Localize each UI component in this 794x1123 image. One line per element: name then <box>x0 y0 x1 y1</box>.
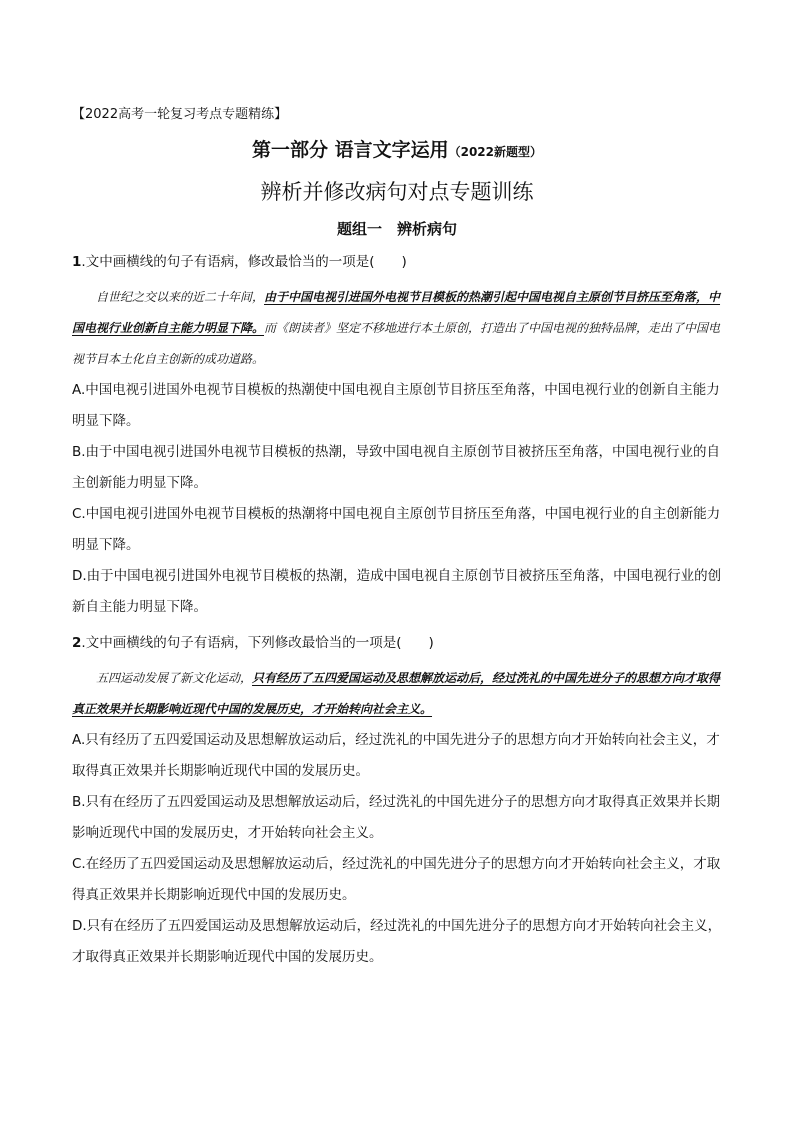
option-a: A.只有经历了五四爱国运动及思想解放运动后，经过洗礼的中国先进分子的思想方向才开始转向社会主义，才取得真正效果并长期影响近现代中国的发展历史。 <box>72 732 720 779</box>
passage-text: 自世纪之交以来的近二十年间， <box>96 290 265 304</box>
page-title <box>0 135 794 162</box>
passage-text: 而《朗读者》坚定不移地进行本土原创，打造出了中国电视的独特品牌，走出了中国电视节目本土化自主创新的成功道路。 <box>72 321 721 366</box>
question-passage <box>72 282 727 375</box>
section-heading: 题组一 辨析病句 <box>336 220 457 238</box>
option-b: B.只有在经历了五四爱国运动及思想解放运动后，经过洗礼的中国先进分子的思想方向才取得真正效果并长期影响近现代中国的发展历史，才开始转向社会主义。 <box>72 794 721 841</box>
underlined-sentence: 由于中国电视引进国外电视节目模板的热潮引起中国电视自主原创节目挤压至角落，中国电视行业创新自主能力明显下降。 <box>72 290 721 335</box>
page-title-main: 第一部分 语言文字运用 <box>251 139 449 161</box>
option-d: D.只有在经历了五四爱国运动及思想解放运动后，经过洗礼的中国先进分子的思想方向才开始转向社会主义，才取得真正效果并长期影响近现代中国的发展历史。 <box>72 918 722 965</box>
question-number: 1 <box>72 254 82 270</box>
question-passage <box>72 663 727 725</box>
question-2 <box>72 628 727 973</box>
underlined-sentence: 只有经历了五四爱国运动及思想解放运动后，经过洗礼的中国先进分子的思想方向才取得真正效果并长期影响近现代中国的发展历史，才开始转向社会主义。 <box>72 671 721 716</box>
header-tag: 【2022高考一轮复习考点专题精练】 <box>72 107 288 122</box>
option-a: A.中国电视引进国外电视节目模板的热潮使中国电视自主原创节目挤压至角落，中国电视行业的创新自主能力明显下降。 <box>72 382 720 429</box>
question-stem <box>72 247 727 278</box>
question-stem <box>72 628 727 659</box>
page-subtitle: 辨析并修改病句对点专题训练 <box>260 180 534 204</box>
question-number: 2 <box>72 635 82 651</box>
question-1 <box>72 247 727 623</box>
question-stem-text: .文中画横线的句子有语病，下列修改最恰当的一项是( ) <box>81 635 434 651</box>
option-c: C.在经历了五四爱国运动及思想解放运动后，经过洗礼的中国先进分子的思想方向才开始转向社会主义，才取得真正效果并长期影响近现代中国的发展历史。 <box>72 856 721 903</box>
option-c: C.中国电视引进国外电视节目模板的热潮将中国电视自主原创节目挤压至角落，中国电视行业的自主创新能力明显下降。 <box>72 506 721 553</box>
option-b: B.由于中国电视引进国外电视节目模板的热潮，导致中国电视自主原创节目被挤压至角落，中国电视行业的自主创新能力明显下降。 <box>72 444 721 491</box>
passage-text: 五四运动发展了新文化运动， <box>96 671 253 685</box>
question-stem-text: .文中画横线的句子有语病，修改最恰当的一项是( ) <box>81 254 407 270</box>
page-title-suffix: （2022新题型） <box>448 145 543 159</box>
option-d: D.由于中国电视引进国外电视节目模板的热潮，造成中国电视自主原创节目被挤压至角落，中国电视行业的创新自主能力明显下降。 <box>72 568 722 615</box>
